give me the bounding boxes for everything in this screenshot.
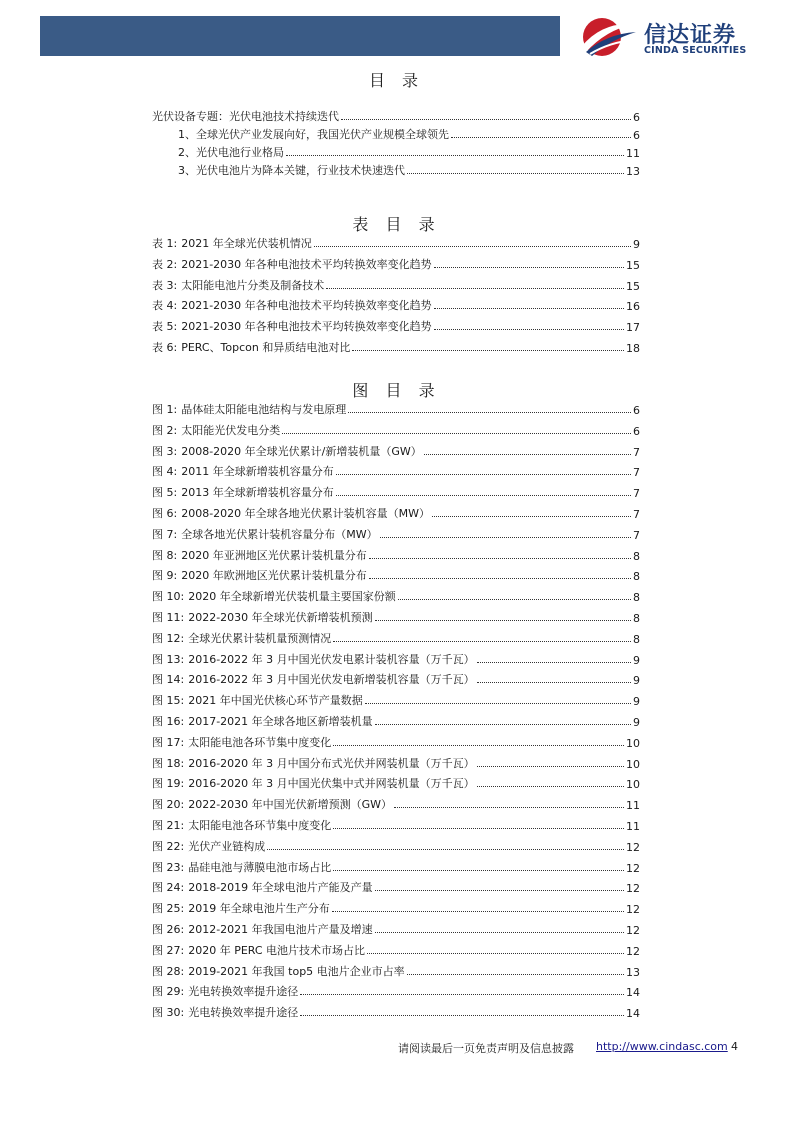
dot-leader — [375, 890, 624, 891]
figure-entry[interactable] — [152, 630, 640, 646]
figure-entry[interactable] — [152, 713, 640, 729]
entry-title: 3、光伏电池片为降本关键，行业技术快速迭代 — [178, 164, 405, 177]
entry-label: 图 1: — [152, 403, 178, 416]
entry-page-number: 14 — [626, 986, 640, 1000]
contents-entry[interactable] — [178, 162, 640, 178]
tables-title: 表 目 录 — [352, 215, 441, 234]
figure-entry[interactable] — [152, 422, 640, 438]
entry-page-number: 7 — [633, 528, 640, 542]
entry-title: 全球光伏累计装机量预测情况 — [188, 631, 332, 645]
dot-leader — [333, 641, 631, 642]
disclaimer-note: 请阅读最后一页免责声明及信息披露 — [398, 1042, 574, 1055]
page-number: 4 — [731, 1040, 738, 1053]
figure-entry[interactable] — [152, 401, 640, 417]
entry-page-number: 17 — [626, 321, 640, 335]
entry-page-number: 9 — [633, 674, 640, 688]
figure-entry[interactable] — [152, 1004, 640, 1020]
entry-label: 图 8: — [152, 548, 178, 562]
entry-label: 图 29: — [152, 985, 185, 999]
figure-entry[interactable] — [152, 900, 640, 916]
figure-entry[interactable] — [152, 671, 640, 687]
company-logo — [576, 16, 766, 58]
entry-page-number: 7 — [633, 466, 640, 480]
figure-entry[interactable] — [152, 755, 640, 771]
dot-leader — [477, 786, 624, 787]
entry-label: 表 1: — [152, 237, 178, 250]
dot-leader — [282, 433, 631, 434]
dot-leader — [314, 246, 631, 247]
entry-page-number: 15 — [626, 258, 640, 272]
figure-entry[interactable] — [152, 588, 640, 604]
entry-page-number: 11 — [626, 147, 640, 160]
dot-leader — [394, 807, 624, 808]
entry-page-number: 9 — [633, 695, 640, 709]
entry-label: 图 20: — [152, 798, 185, 812]
entry-title: 2020 年亚洲地区光伏累计装机量分布 — [181, 548, 367, 562]
entry-title: 太阳能光伏发电分类 — [181, 423, 281, 437]
entry-title: 2020 年全球新增光伏装机量主要国家份额 — [188, 590, 396, 604]
dot-leader — [341, 119, 631, 120]
table-entry[interactable] — [152, 339, 640, 355]
entry-title: 光电转换效率提升途径 — [188, 985, 299, 999]
dot-leader — [434, 308, 624, 309]
dot-leader — [424, 454, 631, 455]
entry-title: 2021-2030 年各种电池技术平均转换效率变化趋势 — [181, 299, 432, 313]
figure-entry[interactable] — [152, 651, 640, 667]
entry-label: 图 4: — [152, 465, 178, 479]
entry-title: 2021 年全球光伏装机情况 — [181, 237, 312, 250]
entry-label: 图 26: — [152, 923, 185, 936]
dot-leader — [369, 558, 631, 559]
entry-label: 表 5: — [152, 320, 178, 334]
entry-page-number: 12 — [626, 840, 640, 854]
contents-entry[interactable] — [178, 126, 640, 142]
entry-label: 图 15: — [152, 694, 185, 708]
entry-label: 表 3: — [152, 278, 178, 292]
figure-entry[interactable] — [152, 942, 640, 958]
dot-leader — [352, 350, 624, 351]
entry-title: 光伏设备专题：光伏电池技术持续迭代 — [152, 110, 339, 123]
table-entry[interactable] — [152, 256, 640, 272]
entry-label: 图 2: — [152, 423, 178, 437]
entry-label: 图 24: — [152, 881, 185, 895]
entry-label: 图 28: — [152, 964, 185, 978]
entry-title: PERC、Topcon 和异质结电池对比 — [181, 341, 351, 354]
entry-label: 图 16: — [152, 715, 185, 728]
entry-page-number: 15 — [626, 279, 640, 293]
entry-page-number: 7 — [633, 487, 640, 501]
dot-leader — [375, 932, 624, 933]
entry-page-number: 12 — [626, 903, 640, 917]
figure-entry[interactable] — [152, 567, 640, 583]
logo-chinese-name: 信达证券 — [644, 23, 737, 48]
dot-leader — [336, 495, 631, 496]
entry-title: 2018-2019 年全球电池片产能及产量 — [188, 881, 373, 895]
dot-leader — [477, 682, 631, 683]
entry-title: 太阳能电池各环节集中度变化 — [188, 735, 332, 749]
entry-label: 图 23: — [152, 860, 185, 874]
entry-title: 2017-2021 年全球各地区新增装机量 — [188, 715, 373, 728]
figure-entry[interactable] — [152, 921, 640, 937]
entry-title: 2011 年全球新增装机容量分布 — [181, 465, 334, 479]
entry-label: 图 27: — [152, 943, 185, 957]
dot-leader — [333, 828, 624, 829]
figure-entry[interactable] — [152, 547, 640, 563]
entry-title: 1、全球光伏产业发展向好，我国光伏产业规模全球领先 — [178, 128, 449, 141]
dot-leader — [348, 412, 631, 413]
entry-title: 晶硅电池与薄膜电池市场占比 — [188, 860, 332, 874]
dot-leader — [477, 766, 624, 767]
entry-page-number: 8 — [633, 612, 640, 625]
figure-entry[interactable] — [152, 484, 640, 500]
entry-title: 2016-2020 年 3 月中国光伏集中式并网装机量（万千瓦） — [188, 777, 475, 791]
dot-leader — [451, 137, 631, 138]
entry-page-number: 6 — [633, 129, 640, 142]
entry-page-number: 9 — [633, 653, 640, 667]
dot-leader — [407, 173, 624, 174]
header-bar — [40, 16, 560, 56]
entry-label: 图 5: — [152, 486, 178, 500]
figure-entry[interactable] — [152, 463, 640, 479]
entry-label: 表 6: — [152, 341, 178, 354]
entry-title: 2022-2030 年全球光伏新增装机预测 — [188, 611, 373, 624]
dot-leader — [336, 474, 631, 475]
entry-page-number: 6 — [633, 111, 640, 124]
entry-page-number: 8 — [633, 549, 640, 563]
table-entry[interactable] — [152, 297, 640, 313]
entry-label: 图 11: — [152, 611, 185, 624]
entry-page-number: 10 — [626, 778, 640, 792]
entry-title: 2016-2022 年 3 月中国光伏发电累计装机容量（万千瓦） — [188, 652, 475, 666]
entry-title: 2、光伏电池行业格局 — [178, 146, 284, 159]
entry-page-number: 10 — [626, 757, 640, 771]
entry-title: 2021 年中国光伏核心环节产量数据 — [188, 694, 363, 708]
entry-label: 图 14: — [152, 673, 185, 687]
dot-leader — [367, 953, 624, 954]
dot-leader — [365, 703, 631, 704]
dot-leader — [300, 994, 624, 995]
dot-leader — [407, 974, 624, 975]
entry-page-number: 7 — [633, 445, 640, 459]
figure-entry[interactable] — [152, 983, 640, 999]
figure-entry[interactable] — [152, 505, 640, 521]
entry-label: 表 4: — [152, 299, 178, 313]
logo-english-name: CINDA SECURITIES — [644, 45, 747, 56]
dot-leader — [267, 849, 624, 850]
entry-title: 太阳能电池各环节集中度变化 — [188, 819, 332, 832]
entry-title: 2020 年 PERC 电池片技术市场占比 — [188, 943, 366, 957]
entry-title: 太阳能电池片分类及制备技术 — [181, 278, 325, 292]
figure-entry[interactable] — [152, 775, 640, 791]
dot-leader — [332, 911, 624, 912]
figure-entry[interactable] — [152, 859, 640, 875]
entry-label: 图 12: — [152, 631, 185, 645]
figure-entry[interactable] — [152, 817, 640, 833]
entry-label: 图 22: — [152, 839, 185, 853]
table-entry[interactable] — [152, 277, 640, 293]
entry-label: 图 25: — [152, 902, 185, 916]
entry-page-number: 12 — [626, 944, 640, 958]
entry-label: 图 30: — [152, 1006, 185, 1020]
entry-label: 图 10: — [152, 590, 185, 604]
entry-title: 2008-2020 年全球各地光伏累计装机容量（MW） — [181, 507, 431, 520]
entry-page-number: 12 — [626, 882, 640, 896]
entry-page-number: 8 — [633, 591, 640, 605]
entry-label: 图 13: — [152, 652, 185, 666]
dot-leader — [375, 620, 631, 621]
dot-leader — [369, 578, 631, 579]
contents-entry[interactable] — [152, 108, 640, 124]
contents-entry[interactable] — [178, 144, 640, 160]
figure-entry[interactable] — [152, 734, 640, 750]
entry-label: 图 19: — [152, 777, 185, 791]
entry-page-number: 10 — [626, 736, 640, 750]
figure-entry[interactable] — [152, 609, 640, 625]
figure-entry[interactable] — [152, 526, 640, 542]
dot-leader — [432, 516, 631, 517]
entry-title: 2013 年全球新增装机容量分布 — [181, 486, 334, 500]
entry-title: 光伏产业链构成 — [188, 839, 266, 853]
entry-title: 2019 年全球电池片生产分布 — [188, 902, 330, 916]
entry-label: 图 21: — [152, 819, 185, 832]
entry-page-number: 9 — [633, 716, 640, 729]
entry-page-number: 16 — [626, 300, 640, 314]
entry-page-number: 8 — [633, 632, 640, 646]
entry-label: 图 18: — [152, 756, 185, 770]
entry-page-number: 13 — [626, 965, 640, 979]
entry-page-number: 12 — [626, 924, 640, 937]
entry-page-number: 12 — [626, 861, 640, 875]
dot-leader — [375, 724, 631, 725]
entry-label: 图 6: — [152, 507, 178, 520]
entry-title: 晶体硅太阳能电池结构与发电原理 — [181, 403, 347, 416]
entry-page-number: 11 — [626, 799, 640, 813]
dot-leader — [326, 288, 624, 289]
entry-title: 2020 年欧洲地区光伏累计装机量分布 — [181, 569, 367, 583]
dot-leader — [434, 267, 624, 268]
figure-entry[interactable] — [152, 443, 640, 459]
entry-title: 2021-2030 年各种电池技术平均转换效率变化趋势 — [181, 257, 432, 271]
dot-leader — [477, 662, 631, 663]
entry-page-number: 11 — [626, 820, 640, 833]
entry-page-number: 13 — [626, 165, 640, 178]
figure-entry[interactable] — [152, 692, 640, 708]
entry-label: 图 17: — [152, 735, 185, 749]
entry-title: 2019-2021 年我国 top5 电池片企业市占率 — [188, 964, 405, 978]
entry-page-number: 7 — [633, 508, 640, 521]
entry-title: 2016-2022 年 3 月中国光伏发电新增装机容量（万千瓦） — [188, 673, 475, 687]
cinda-logo-icon — [576, 16, 638, 58]
entry-label: 表 2: — [152, 257, 178, 271]
entry-page-number: 14 — [626, 1007, 640, 1021]
figure-entry[interactable] — [152, 796, 640, 812]
entry-title: 2022-2030 年中国光伏新增预测（GW） — [188, 798, 393, 812]
entry-title: 2012-2021 年我国电池片产量及增速 — [188, 923, 373, 936]
figure-entry[interactable] — [152, 879, 640, 895]
entry-label: 图 9: — [152, 569, 178, 583]
figures-title: 图 目 录 — [352, 381, 441, 400]
entry-title: 光电转换效率提升途径 — [188, 1006, 299, 1020]
table-entry[interactable] — [152, 318, 640, 334]
dot-leader — [333, 745, 624, 746]
entry-label: 图 7: — [152, 527, 178, 541]
entry-page-number: 6 — [633, 404, 640, 417]
entry-title: 2016-2020 年 3 月中国分布式光伏并网装机量（万千瓦） — [188, 756, 475, 770]
entry-page-number: 18 — [626, 342, 640, 355]
entry-title: 2021-2030 年各种电池技术平均转换效率变化趋势 — [181, 320, 432, 334]
figure-entry[interactable] — [152, 838, 640, 854]
entry-title: 全球各地光伏累计装机容量分布（MW） — [181, 527, 378, 541]
dot-leader — [434, 329, 624, 330]
table-entry[interactable] — [152, 235, 640, 251]
website-link[interactable]: http://www.cindasc.com — [596, 1040, 728, 1053]
dot-leader — [398, 599, 631, 600]
dot-leader — [286, 155, 624, 156]
contents-title: 目 录 — [368, 71, 425, 90]
dot-leader — [333, 870, 624, 871]
entry-page-number: 6 — [633, 424, 640, 438]
entry-page-number: 8 — [633, 570, 640, 584]
entry-title: 2008-2020 年全球光伏累计/新增装机量（GW） — [181, 444, 422, 458]
entry-page-number: 9 — [633, 238, 640, 251]
dot-leader — [380, 537, 631, 538]
entry-label: 图 3: — [152, 444, 178, 458]
figure-entry[interactable] — [152, 963, 640, 979]
dot-leader — [300, 1015, 624, 1016]
